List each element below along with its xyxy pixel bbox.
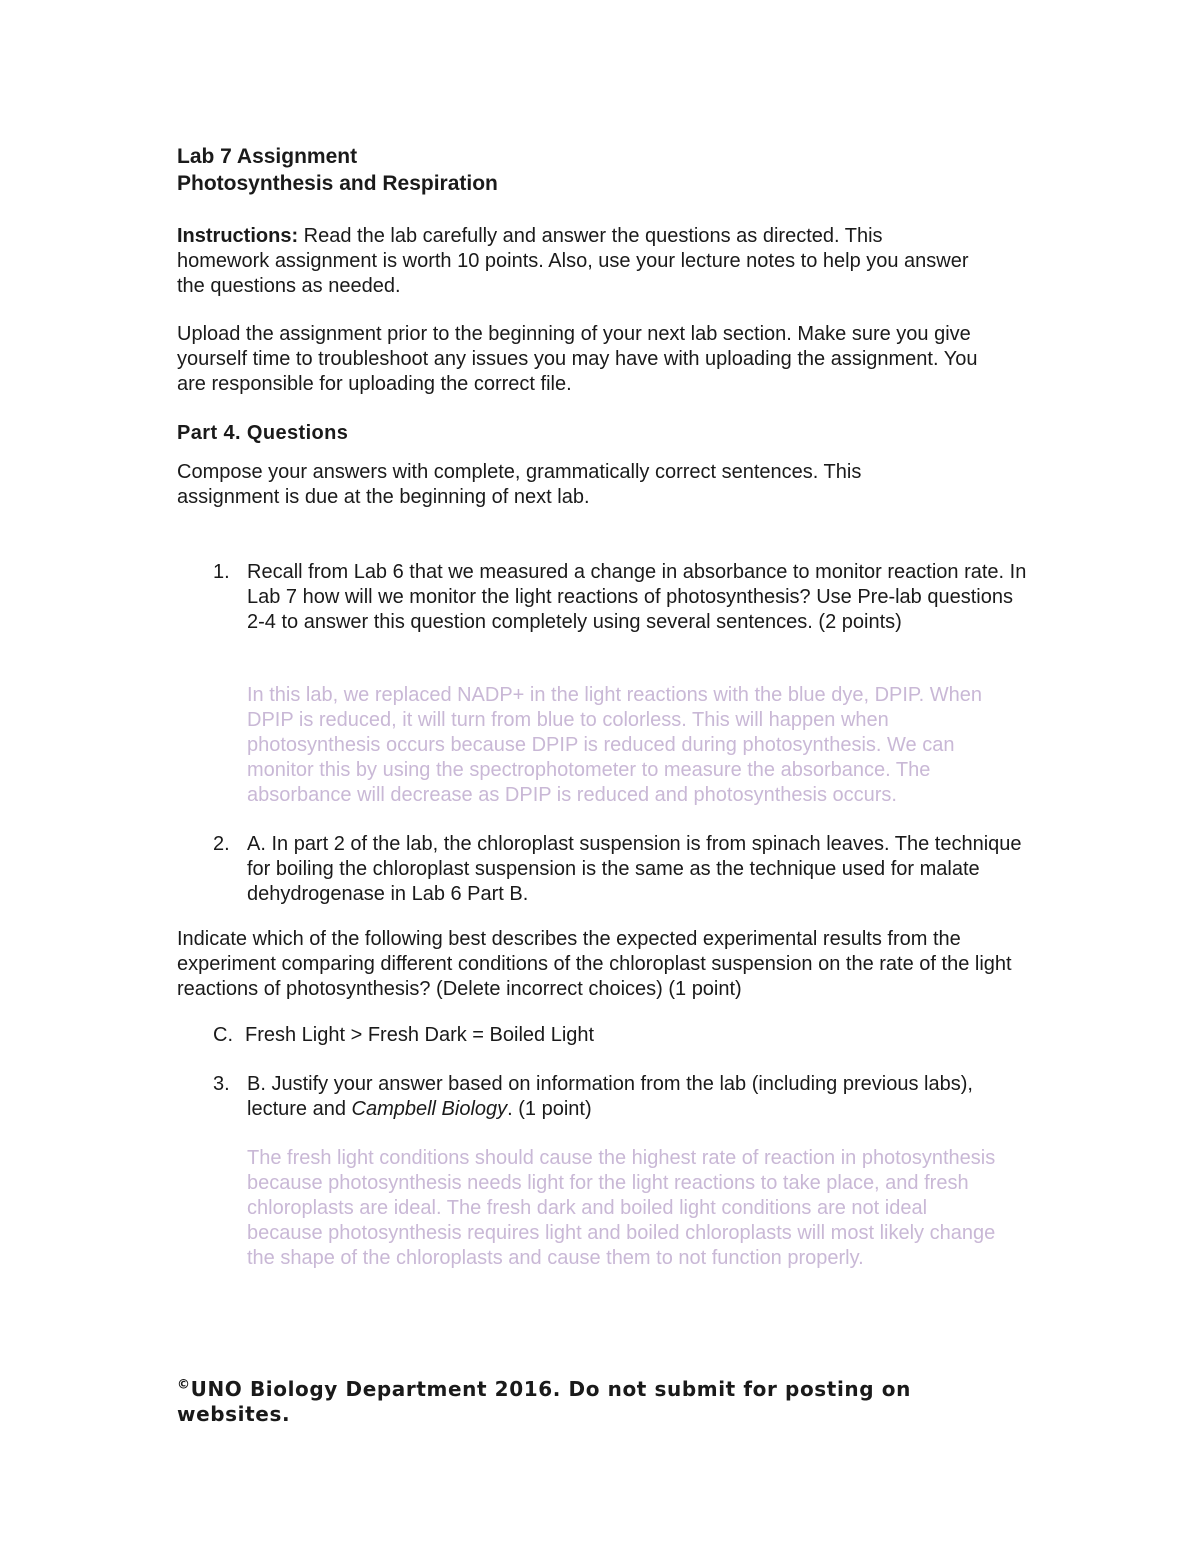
question-1-answer: In this lab, we replaced NADP+ in the light reactions with the blue dye, DPIP. When DPIP is reduced, it will turn from blue to colorless. This will happen when photosynthesis occurs because DPIP is reduced during photosynthesis. We can monitor this by using the spectrophotometer to measure the absorbance. The absorbance will decrease as DPIP is reduced and photosynthesis occurs. (247, 684, 983, 806)
question-3-text (247, 1072, 1007, 1122)
part4-intro: Compose your answers with complete, grammatically correct sentences. This assignment is due at the beginning of next lab. (177, 461, 862, 508)
instructions-label: Instructions: (177, 225, 299, 247)
document-title (177, 143, 1027, 197)
question-3-number: 3. (213, 1073, 230, 1095)
instructions-text: Read the lab carefully and answer the questions as directed. This homework assignment is worth 10 points. Also, use your lecture notes to help you answer the questions as needed. (177, 225, 969, 297)
question-3-text-end: . (1 point) (507, 1098, 592, 1120)
question-1-text: Recall from Lab 6 that we measured a change in absorbance to monitor reaction rate. In Lab 7 how will we monitor the light reactions of photosynthesis? Use Pre-lab questions 2-4 to answer this question completely using several sentences. (2 points) (247, 561, 1027, 633)
question-3-text-start: B. Justify your answer based on information from the lab (including previous labs), lecture and (247, 1073, 973, 1120)
question-2-text: A. In part 2 of the lab, the chloroplast suspension is from spinach leaves. The technique for boiling the chloroplast suspension is the same as the technique used for malate dehydrogenase in Lab 6 Part B. (247, 833, 1022, 905)
choice-c-letter: C. (213, 1024, 233, 1046)
title-line-2: Photosynthesis and Respiration (177, 172, 498, 195)
copyright-text: UNO Biology Department 2016. Do not submit for posting on websites. (177, 1377, 911, 1426)
upload-note: Upload the assignment prior to the beginning of your next lab section. Make sure you give yourself time to troubleshoot any issues you may have with uploading the assignment. You are responsible for uploading the correct file. (177, 323, 978, 395)
question-3-book-title: Campbell Biology (351, 1098, 508, 1120)
instructions-paragraph (177, 224, 977, 299)
question-3-answer: The fresh light conditions should cause the highest rate of reaction in photosynthesis because photosynthesis needs light for the light reactions to take place, and fresh chloroplasts are ideal. The fresh dark and boiled light conditions are not ideal because photosynthesis requires light and boiled chloroplasts will most likely change the shape of the chloroplasts and cause them to not function properly. (247, 1147, 996, 1269)
copyright-footer (177, 1377, 977, 1427)
indicate-paragraph: Indicate which of the following best describes the expected experimental results from the experiment comparing different conditions of the chloroplast suspension on the rate of the light reactions of photosynthesis? (Delete incorrect choices) (1 point) (177, 928, 1012, 1000)
title-line-1: Lab 7 Assignment (177, 145, 358, 168)
part4-heading: Part 4. Questions (177, 422, 349, 444)
choice-c-text: Fresh Light > Fresh Dark = Boiled Light (245, 1024, 595, 1046)
copyright-symbol: © (177, 1377, 191, 1393)
question-1-number: 1. (213, 561, 230, 583)
question-2-number: 2. (213, 833, 230, 855)
